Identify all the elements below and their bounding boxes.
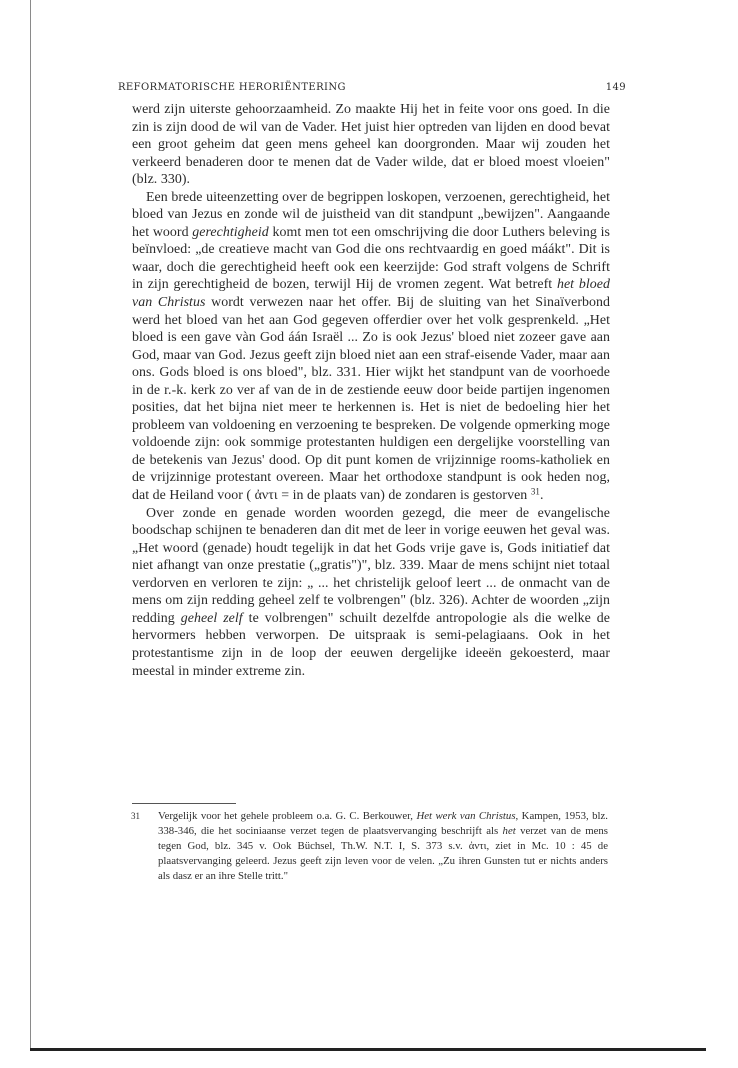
paragraph: Een brede uiteenzetting over de begrippen loskopen, verzoenen, gerechtigheid, het bloed van Jezus en zonde wil de juistheid van dit standpunt „bewijzen". Aangaande het woord gerechtigheid komt men tot een omschrijving die door Luthers beleving is beïnvloed: „de creatieve macht van God die ons rechtvaardig en goed máákt". Dit is waar, doch die gerechtigheid heeft ook een keerzijde: God straft volgens de Schrift in zijn gerechtigheid de bozen, terwijl Hij de vromen zegent. Wat betreft het bloed van Christus wordt verwezen naar het offer. Bij de sluiting van het Sinaïverbond werd het bloed van het aan God gegeven offerdier over het volk gesprenkeld. „Het bloed is een gave vàn God áán Israël ... Zo is ook Jezus' bloed niet zozeer gave aan God, maar van God. Jezus geeft zijn bloed niet aan een straf-eisende Vader, maar aan ons. Gods bloed is ons bloed", blz. 331. Hier wijkt het standpunt van de voorhoede in de r.-k. kerk zo ver af van de in de zestiende eeuw door beide partijen ingenomen posities, dat het bijna niet meer te herkennen is. Het is niet de bedoeling hier het probleem van voldoening en verzoening te bespreken. De volgende opmerking moge voldoende zijn: ook sommige protestanten huldigen een dergelijke voorstelling van de betekenis van Jezus' dood. Op dit punt komen de vrijzinnige rooms-katholiek en de vrijzinnige protestant overeen. Maar het orthodoxe standpunt is ook heden nog, dat de Heiland voor ( ἀντι = in de plaats van) de zondaren is gestorven $^{31}$. <box>132 189 610 504</box>
running-head: REFORMATORISCHE HERORIËNTERING <box>118 82 346 93</box>
italic-term: gerechtigheid <box>192 224 269 240</box>
footnote-number: 31 <box>131 811 140 821</box>
footnote-text: Vergelijk voor het gehele probleem o.a. G. C. Berkouwer, Het werk van Christus, Kampen, 1953, blz. 338-346, die het sociniaanse verzet tegen de plaatsvervanging beschrijft als het verzet van de mens tegen God, blz. 345 v. Ook Büchsel, Th.W. N.T. I, S. 373 s.v. ἀντι, ziet in Mc. 10 : 45 de plaatsvervanging geleerd. Jezus geeft zijn leven voor de velen. „Zu ihren Gunsten tut er nichts anders als dasz er an ihre Stelle tritt." <box>158 810 608 883</box>
footnote <box>132 809 608 884</box>
paragraph: Over zonde en genade worden woorden gezegd, die meer de evangelische boodschap schijnen te benaderen dan dit met de leer in vorige eeuwen het geval was. „Het woord (genade) houdt tegelijk in dat het Gods vrije gave is, Gods initiatief dat niet afhangt van onze prestatie („gratis")", blz. 339. Maar de mens schijnt niet totaal verdorven en verloren te zijn: „ ... het christelijk geloof leert ... de onmacht van de mens om zijn redding geheel zelf te volbrengen" (blz. 326). Achter de woorden „zijn redding geheel zelf te volbrengen" schuilt dezelfde antropologie als die welke de hervormers hebben verworpen. De uitspraak is semi-pelagiaans. Ook in het protestantisme zijn in de loop der eeuwen dergelijke ideeën gekoesterd, maar meestal in minder extreme zin. <box>132 505 610 679</box>
page-bottom-edge <box>30 1048 706 1051</box>
body-text <box>132 101 610 680</box>
page-left-edge <box>30 0 31 1048</box>
italic-term: geheel zelf <box>180 610 243 626</box>
paragraph: werd zijn uiterste gehoorzaamheid. Zo maakte Hij het in feite voor ons goed. In die zin is zijn dood de wil van de Vader. Het juist hier optreden van lijden en dood bevat een groot geheim dat geen mens geheel kan doorgronden. Maar wij zouden het verkeerd benaderen door te menen dat de Vader wilde, dat er bloed moest vloeien" (blz. 330). <box>132 102 610 188</box>
footnote-divider <box>132 803 236 804</box>
footnote-reference: 31 <box>530 486 540 497</box>
page-number: 149 <box>605 82 626 93</box>
italic-term: het bloed van Christus <box>132 277 610 311</box>
